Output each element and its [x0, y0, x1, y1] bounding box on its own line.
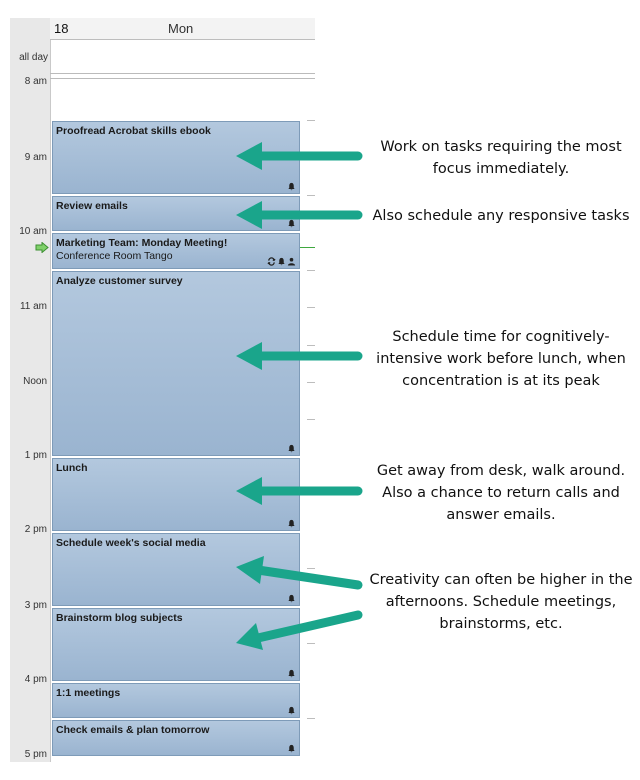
annotation-line: concentration is at its peak: [402, 373, 600, 389]
event-title: Lunch: [56, 462, 88, 474]
event-proofread[interactable]: [52, 121, 300, 194]
current-time-arrow-icon: [35, 242, 49, 253]
half-hour-tick: [307, 120, 315, 121]
event-title: Brainstorm blog subjects: [56, 612, 183, 624]
hour-label: 4 pm: [24, 674, 47, 685]
hour-label: 9 am: [24, 152, 47, 163]
hour-label: 3 pm: [24, 600, 47, 611]
repeat-icon: [267, 257, 276, 266]
half-hour-tick: [307, 195, 315, 196]
annotation-note: [364, 569, 638, 635]
bell-icon: [287, 594, 296, 603]
half-hour-tick: [307, 345, 315, 346]
annotation-line: Also a chance to return calls and: [382, 485, 620, 501]
event-title: Review emails: [56, 200, 128, 212]
half-hour-tick: [307, 493, 315, 494]
time-gutter: [10, 18, 51, 762]
hour-tick: [307, 307, 315, 308]
bell-icon: [287, 744, 296, 753]
event-check-emails[interactable]: [52, 720, 300, 756]
hour-tick: [307, 382, 315, 383]
hour-label: 1 pm: [24, 450, 47, 461]
bell-icon: [277, 257, 286, 266]
half-hour-tick: [307, 643, 315, 644]
annotation-line: brainstorms, etc.: [439, 616, 563, 632]
half-hour-tick: [307, 419, 315, 420]
event-lunch[interactable]: [52, 458, 300, 531]
annotation-line: afternoons. Schedule meetings,: [385, 594, 617, 610]
event-review-emails[interactable]: [52, 196, 300, 231]
hour-label: Noon: [23, 376, 47, 387]
event-title: Marketing Team: Monday Meeting!: [56, 237, 228, 249]
person-icon: [287, 257, 296, 266]
annotation-line: Get away from desk, walk around.: [376, 463, 626, 479]
event-icons: [267, 257, 296, 266]
event-location: Conference Room Tango: [56, 250, 173, 262]
annotation-line: intensive work before lunch, when: [376, 351, 626, 367]
annotation-note: [366, 205, 636, 227]
annotation-line: Schedule time for cognitively-: [392, 329, 610, 345]
half-hour-tick: [307, 718, 315, 719]
annotation-note: [368, 460, 634, 526]
all-day-label: all day: [19, 52, 48, 63]
current-time-line: [300, 247, 315, 248]
event-title: Analyze customer survey: [56, 275, 183, 287]
event-title: Proofread Acrobat skills ebook: [56, 125, 211, 137]
all-day-area[interactable]: [50, 39, 315, 74]
event-marketing-meeting[interactable]: [52, 233, 300, 269]
bell-icon: [287, 444, 296, 453]
bell-icon: [287, 706, 296, 715]
event-brainstorm[interactable]: [52, 608, 300, 681]
day-header-date: 18: [54, 21, 69, 36]
all-day-separator: [50, 76, 315, 79]
half-hour-tick: [307, 270, 315, 271]
bell-icon: [287, 669, 296, 678]
hour-label: 10 am: [19, 226, 47, 237]
annotation-note: [368, 326, 634, 392]
hour-label: 11 am: [19, 301, 47, 312]
annotation-line: focus immediately.: [432, 161, 570, 177]
bell-icon: [287, 182, 296, 191]
half-hour-tick: [307, 568, 315, 569]
event-title: Check emails & plan tomorrow: [56, 724, 210, 736]
annotation-note: [368, 136, 634, 180]
day-header-weekday: Mon: [168, 21, 194, 36]
event-social-media[interactable]: [52, 533, 300, 606]
annotation-line: answer emails.: [446, 507, 556, 523]
annotation-line: Also schedule any responsive tasks: [372, 208, 630, 224]
calendar-day-view: [10, 18, 315, 762]
event-title: 1:1 meetings: [56, 687, 121, 699]
event-analyze-survey[interactable]: [52, 271, 300, 456]
event-one-on-one[interactable]: [52, 683, 300, 718]
hour-label: 5 pm: [24, 749, 47, 760]
bell-icon: [287, 519, 296, 528]
hour-label: 8 am: [24, 76, 47, 87]
annotation-line: Work on tasks requiring the most: [380, 139, 622, 155]
annotation-line: Creativity can often be higher in the: [369, 572, 633, 588]
hour-label: 2 pm: [24, 524, 47, 535]
event-title: Schedule week's social media: [56, 537, 206, 549]
bell-icon: [287, 219, 296, 228]
day-header[interactable]: [50, 18, 315, 40]
